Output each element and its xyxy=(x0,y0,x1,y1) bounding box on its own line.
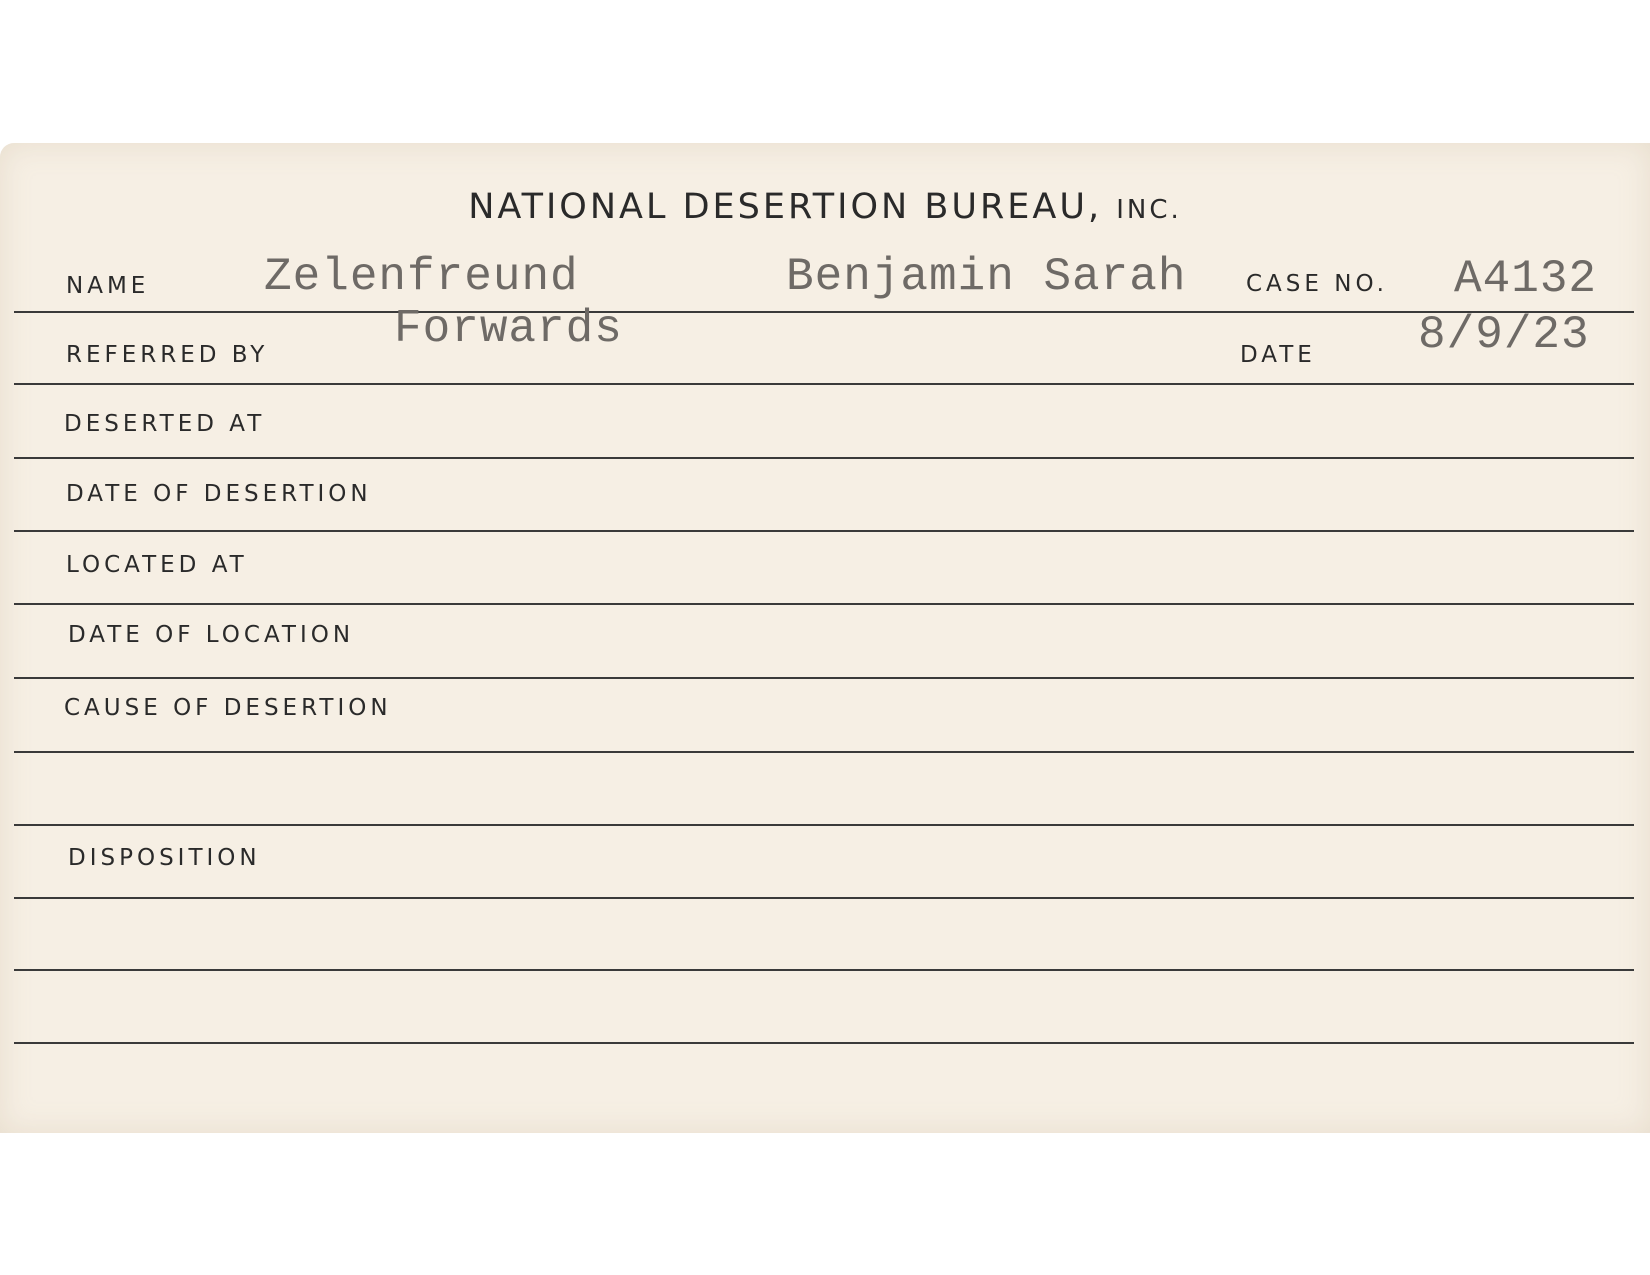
disposition-rule xyxy=(14,897,1634,899)
disposition-rule-3 xyxy=(14,1042,1634,1044)
cause-of-desertion-label: CAUSE OF DESERTION xyxy=(64,695,392,721)
name-rule xyxy=(14,311,1634,313)
date-label: DATE xyxy=(1240,342,1316,368)
referred-by-label: REFERRED BY xyxy=(66,342,269,368)
referred-by-rule xyxy=(14,383,1634,385)
date-of-desertion-rule xyxy=(14,530,1634,532)
disposition-label: DISPOSITION xyxy=(68,845,261,871)
record-card xyxy=(0,143,1650,1133)
deserted-at-rule xyxy=(14,457,1634,459)
date-of-location-label: DATE OF LOCATION xyxy=(68,622,355,648)
date-of-location-rule xyxy=(14,677,1634,679)
case-no-value: A4132 xyxy=(1454,253,1598,305)
date-value: 8/9/23 xyxy=(1418,309,1590,361)
referred-by-value: Forwards xyxy=(394,303,623,355)
card-title xyxy=(0,187,1650,227)
name-surname-value: Zelenfreund xyxy=(264,251,579,303)
located-at-label: LOCATED AT xyxy=(66,552,248,578)
name-label: NAME xyxy=(66,273,150,299)
cause-of-desertion-rule-2 xyxy=(14,824,1634,826)
disposition-rule-2 xyxy=(14,969,1634,971)
located-at-rule xyxy=(14,603,1634,605)
name-given-value: Benjamin Sarah xyxy=(786,251,1187,303)
card-title-text: NATIONAL DESERTION BUREAU, xyxy=(468,187,1103,227)
date-of-desertion-label: DATE OF DESERTION xyxy=(66,481,372,507)
case-no-label: CASE NO. xyxy=(1246,271,1388,297)
cause-of-desertion-rule xyxy=(14,751,1634,753)
card-title-suffix: INC. xyxy=(1116,195,1182,225)
deserted-at-label: DESERTED AT xyxy=(64,411,266,437)
